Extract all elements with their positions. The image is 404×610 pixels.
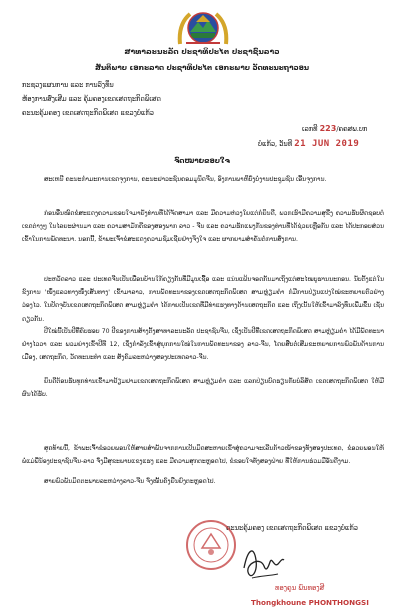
signatory-name-lao: ທອງຄູນ ພົນທອງສີ — [275, 584, 325, 592]
paragraph-salutation: ສະເຫນີ ຄະນະກຳມະການເຂດຈຸງການ, ຄະນະຢາວະຊົນຄອມມູນິດຈີນ, ອົງການພາຫິບົ່ງບໍ່ງານປະຊຸມຊົນ ເອີ້ນຈຸງການ. — [44, 176, 327, 183]
reference-label: ເລກທີ — [302, 125, 318, 133]
official-seal-icon — [184, 518, 238, 572]
letter-title: ຈົດໝາຍຂອບໃຈ — [174, 156, 230, 165]
paragraph-closing: ສຸດທ້າຍນີ້, ຂ້າພະເຈົ້າຂໍອວຍພອນໃຫ້ສາຍສຳພັນຈາກການເປັນມິດສະຫາຍເຂົ້າສູ່ຄວາມຈະເລີນກ້າວໜ້າຂອງທັງສອງປະເທດ, ຂໍອວຍພອນໃຫ້ພໍ່ແມ່ພີ່ນ້ອງປະຊາຊົນຈີນ-ລາວ ຈົ່ງມີສຸຂະພາບແຂງແຮງ ແລະ ມີຄວາມສຸກຕະຫຼອດໄປ, ຂໍຂອບໃຈທັງສອງຝ່າຍ ທີ່ໃຫ້ການຮ່ວມມືອັນດີງາມ. — [22, 445, 384, 466]
sender-committee: ຄະນະຄຸ້ມຄອງ ເຂດເສດຖະກິດພິເສດ ແຂວງບໍ່ແກ້ວ — [22, 109, 154, 117]
republic-heading: ສາທາລະນະລັດ ປະຊາທິປະໄຕ ປະຊາຊົນລາວ — [124, 47, 280, 56]
date-label: ບໍ່ແກ້ວ, ວັນທີ — [258, 140, 293, 148]
sender-office: ຫ້ອງການສົ່ງເສີມ ແລະ ຄຸ້ມຄອງເຂດເສດຖະກິດພິເສດ — [22, 95, 161, 103]
reference-number — [302, 124, 367, 133]
letter-date — [258, 139, 359, 149]
reference-suffix: /ຄຄສພ.ບກ — [336, 125, 368, 133]
paragraph-anniversary: ປີໃໝ່ນີ້ເປັນປີທີ່ຄົບຮອບ 70 ປີຂອງການສ້າງຕັ້ງສາທາລະນະລັດ ປະຊາຊົນຈີນ, ເຊິ່ງເປັນປີທີ່ເຂດເສດຖະກິດພິເສດ ສາມຫຼ່ຽມຄຳ ໄດ້ມີພັດທະນາຢ່າງໄວວາ ແລະ ພວມຍ່າງເຂົ້າປີທີ 12, ເຊິ່ງກໍາລັງເຂົ້າສູ່ຍຸກການໃໝ່ໃນການພັດທະນາຂອງ ລາວ-ຈີນ, ໂດຍສືບຕໍ່ເສີມຂະຫຍາຍການພົວພັນດ້ານການເມືອງ, ເສດຖະກິດ, ວັດທະນະທໍາ ແລະ ສັງຄົມລະຫວ່າງສອງປະເທດລາວ-ຈີນ. — [22, 328, 384, 362]
signatory-organization: ຄະນະຄຸ້ມຄອງ ເຂດເສດຖະກິດພິເສດ ແຂວງບໍ່ແກ້ວ — [226, 524, 358, 532]
handwritten-signature — [238, 538, 288, 584]
sender-ministry: ກະຊວງແຜນການ ແລະ ການລົງທຶນ — [22, 81, 114, 89]
paragraph-welcome: ຍິນດີຕ້ອນຮັບທຸກທ່ານເຂົ້າມາຢ້ຽມຢາມເຂດເສດຖະກິດພິເສດ ສາມຫຼ່ຽມຄຳ ແລະ ແລກປ່ຽນບົດຮຽນກັບບໍລິສັດ ເຂດເສດຖະກິດພິເສດ ໃຫ້ມີຜົນໄດ້ຮັບ. — [22, 378, 384, 399]
national-motto: ສັນຕິພາບ ເອກະລາດ ປະຊາທິປະໄຕ ເອກະພາບ ວັດທະນະຖາວອນ — [94, 63, 310, 72]
reference-value: 223 — [319, 124, 337, 133]
signatory-name: Thongkhoune PHONTHONGSI — [251, 598, 369, 607]
paragraph-thanks: ກ່ອນອື່ນໝົດຂໍສະແດງຄວາມຂອບໃຈມາຍັງທ່ານທີ່ໄດ້ຈັດສາມາ ແລະ ມີຄວາມຫ່ວງໃຍແຕ່ກໍຍິນດີ, ພວກເຮົາມີຄວາມສຸຂີ່ງ ຄວາມຮັບຜິດຊອບຕໍ່ເຂດຕ່າງໆ ໃນໄລຍະຜ່ານມາ ແລະ ຄວາມສາມັກຄີຂອງສອງພາກ ລາວ - ຈີນ ແລະ ຄວາມຮັກແພງກັນຂອງທ່ານທີ່ໄດ້ຊ່ວຍເຫຼືອກັນ ແລະ ໄດ້ປະກອບສ່ວນເຂົ້າໃນການພັດທະນາ. ນອກນີ້, ຂ້າພະເຈົ້າຂໍສະແດງຄວາມຊົມເຊີຍຢ່າງຈິງໃຈ ແລະ ຜາກຍາມສຳຄັນຕໍ່ການສົ່ງການ. — [22, 210, 384, 244]
lao-national-emblem-icon — [176, 6, 230, 46]
paragraph-history: ປະຫວັດລາວ ແລະ ປະເທດຈີນເປັນເພື່ອນບ້ານໃກ້ຄຽງກັນທີ່ມີມູນເຊື້ອ ແລະ ແນ່ນແຟ້ນຈອດກັນມາເຖິງແຕ່ສະໄໝບູຮານນະກອນ. ນັບຕັ້ງແຕ່ໃນຂົງການ 'ໜຶ່ງແລວທາງໜຶ່ງເສັ້ນທາງ' ເຂົ້າມາລາວ, ການພັດທະນາຂອງເຂດເສດຖະກິດພິເສດ ສາມຫຼ່ຽມຄຳ ກໍມີການປ່ຽນແປງໃໝ່ຂະຫຍາຍຕົວຢ່າງວ່ອງໄວ. ໃນປັດຈຸບັນເຂດເສດຖະກິດພິເສດ ສາມຫຼ່ຽມຄຳ ໄດ້ກາຍເປັນເຂດທີ່ມີທ່າແຮງທາງດ້ານເສດຖະກິດ ແລະ ເຖິງເນັ້ນໃຫ້ເຂົ້າມາລົງທຶນເພີ່ມຂຶ້ນ ເຊັ່ນດຽວກັນ. — [22, 276, 384, 323]
date-stamp: 21 JUN 2019 — [294, 139, 360, 149]
paragraph-friendship: ສາຍພົວພັນມິດຕະພາບລະຫວ່າງລາວ-ຈີນ ຈົ່ງໝັ້ນຄົງຍືນຍົງຕະຫຼອດໄປ. — [44, 478, 216, 485]
